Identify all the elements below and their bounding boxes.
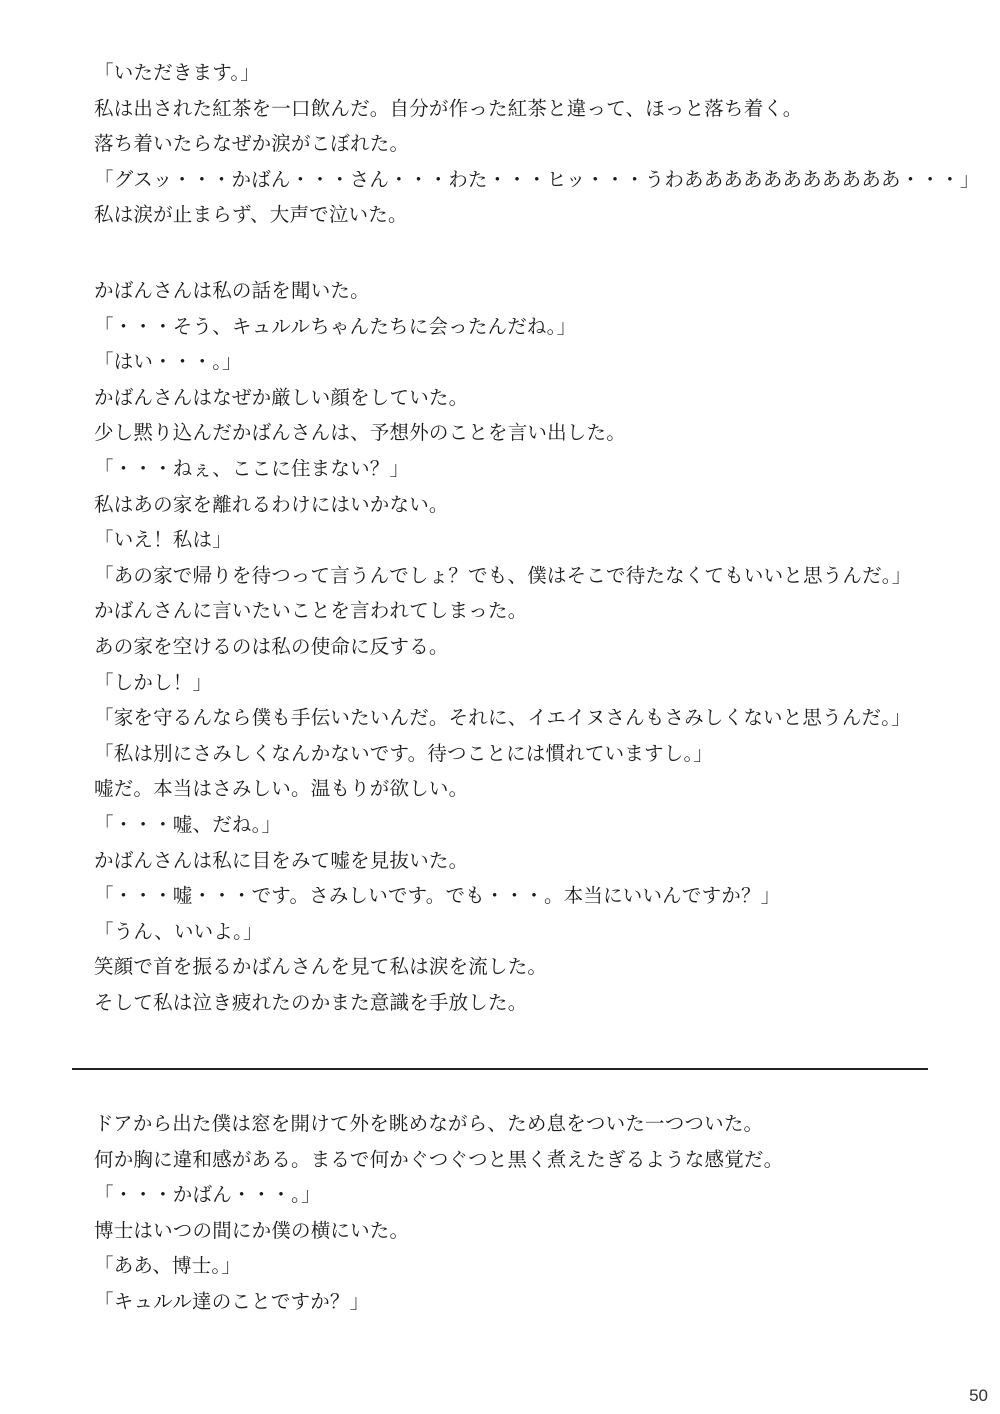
text-line: ドアから出た僕は窓を開けて外を眺めながら、ため息をついた一つついた。 [94,1112,764,1135]
text-line: 私は出された紅茶を一口飲んだ。自分が作った紅茶と違って、ほっと落ち着く。 [94,96,803,120]
text-line: 「・・・そう、キュルルちゃんたちに会ったんだね。」 [94,314,577,338]
text-line: かばんさんは私の話を聞いた。 [94,279,370,302]
text-line: かばんさんに言いたいことを言われてしまった。 [94,599,528,623]
text-line: 「・・・嘘、だね。」 [94,812,282,836]
text-line: 博士はいつの間にか僕の横にいた。 [94,1218,410,1242]
text-line: 「家を守るんなら僕も手伝いたいんだ。それに、イエイヌさんもさみしくないと思うんだ。」 [94,706,911,730]
text-line: 「しかし！」 [94,670,213,694]
text-line: 「ああ、博士。」 [94,1254,242,1278]
text-line: 「はい・・・。」 [94,350,242,374]
text-line: 少し黙り込んだかばんさんは、予想外のことを言い出した。 [94,421,626,445]
section-divider [72,1068,928,1070]
text-line: 私は涙が止まらず、大声で泣いた。 [94,203,408,227]
text-line: 「グスッ・・・かばん・・・さん・・・わた・・・ヒッ・・・うわあああああああああああ・・・」 [94,167,980,191]
paragraph-block-2 [94,273,911,1020]
text-line: かばんさんは私に目をみて嘘を見抜いた。 [94,848,469,872]
text-line: 「いただきます。」 [94,61,260,84]
text-line: 「あの家で帰りを待つって言うんでしょ？でも、僕はそこで待たなくてもいいと思うんだ。」 [94,563,912,587]
text-line: 落ち着いたらなぜか涙がこぼれた。 [94,132,410,156]
text-line: 「・・・かばん・・・。」 [94,1183,321,1207]
text-line: 「うん、いいよ。」 [94,919,263,943]
text-line: 何か胸に違和感がある。まるで何かぐつぐつと黒く煮えたぎるような感覚だ。 [94,1147,784,1171]
page-number: 50 [969,1386,988,1405]
text-line: そして私は泣き疲れたのかまた意識を手放した。 [94,990,528,1014]
text-line: 「・・・嘘・・・です。さみしいです。でも・・・。本当にいいんですか？」 [94,884,781,908]
text-line: 笑顔で首を振るかばんさんを見て私は涙を流した。 [94,955,548,979]
paragraph-block-3 [94,1106,783,1320]
text-line: 「私は別にさみしくなんかないです。待つことには慣れていますし。」 [94,741,714,765]
text-line: あの家を空けるのは私の使命に反する。 [94,634,449,658]
text-line: かばんさんはなぜか厳しい顔をしていた。 [94,385,469,409]
paragraph-block-1 [94,55,980,233]
text-line: 私はあの家を離れるわけにはいかない。 [94,492,449,516]
text-line: 「・・・ねぇ、ここに住まない？」 [94,456,410,480]
text-line: 「キュルル達のことですか？」 [94,1289,370,1313]
text-line: 「いえ！私は」 [94,528,232,552]
text-line: 嘘だ。本当はさみしい。温もりが欲しい。 [94,777,469,801]
